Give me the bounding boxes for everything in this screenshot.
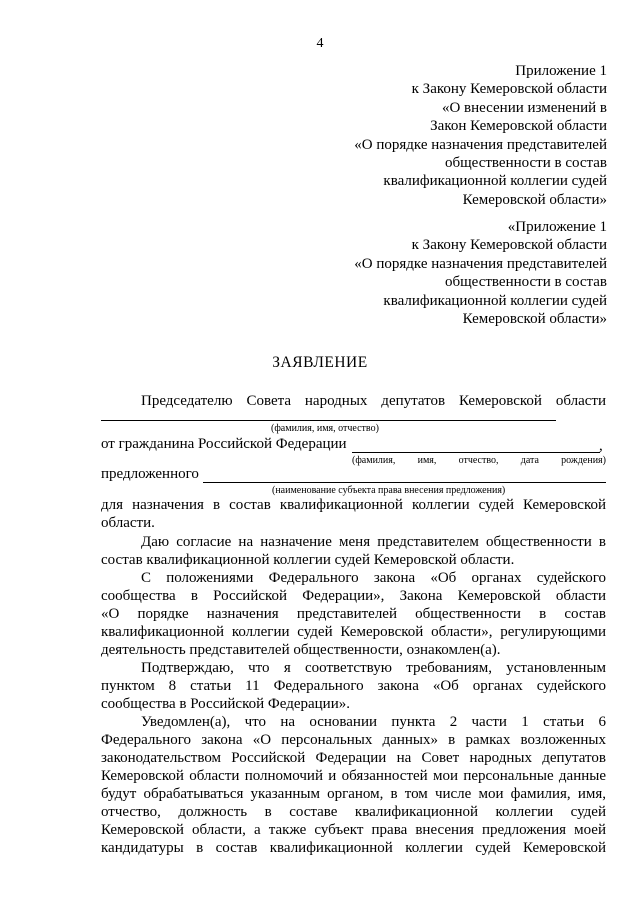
proposed-label: предложенного: [101, 466, 199, 482]
body-line: сообщества в Российской Федерации».: [101, 696, 350, 712]
body-line: Кемеровской области полномочий и обязанностей мои персональные данные: [101, 768, 606, 784]
body-line: «О порядке назначения представителей общественности в состав: [101, 606, 606, 622]
body-line: сообщества в Российской Федерации», Закона Кемеровской области: [101, 588, 606, 604]
caption-citizen-part: (фамилия,: [352, 455, 396, 466]
citizen-blank-line: [352, 452, 600, 453]
body-line: состав квалификационной коллегии судей Кемеровской области.: [101, 552, 515, 568]
body-line: будут обрабатываться указанным органом, в том числе мои фамилия, имя,: [101, 786, 606, 802]
body-line: для назначения в состав квалификационной коллегии судей Кемеровской: [101, 497, 606, 513]
body-line: законодательством Российской Федерации на Совет народных депутатов: [101, 750, 606, 766]
appendix-line: Приложение 1: [515, 63, 607, 79]
body-line: отчество, должность в составе квалификационной коллегии судей: [101, 804, 606, 820]
body-line: Федерального закона «О персональных данных» в рамках возложенных: [101, 732, 606, 748]
subject-blank-line: [203, 482, 606, 483]
body-line: Даю согласие на назначение меня представителем общественности в: [141, 534, 606, 550]
caption-fio: (фамилия, имя, отчество): [271, 423, 379, 434]
body-line: кандидатуры в состав квалификационной коллегии судей Кемеровской: [101, 840, 606, 856]
body-line: С положениями Федерального закона «Об органах судейского: [141, 570, 606, 586]
addressee-line: Председателю Совета народных депутатов Кемеровской области: [141, 393, 606, 409]
appendix-line: «Приложение 1: [507, 219, 607, 235]
appendix-line: к Закону Кемеровской области: [411, 81, 607, 98]
appendix-header-quoted: [354, 218, 607, 328]
appendix-line: Закон Кемеровской области: [430, 118, 607, 135]
appendix-line: квалификационной коллегии судей: [383, 173, 607, 190]
appendix-header: [354, 62, 607, 209]
fio-blank-line: [101, 420, 556, 421]
body-line: пунктом 8 статьи 11 Федерального закона «Об органах судейского: [101, 678, 606, 694]
appendix-line: к Закону Кемеровской области: [411, 237, 607, 254]
body-line: Кемеровской области, а также субъект права внесения предложения моей: [101, 822, 606, 838]
caption-subject: (наименование субъекта права внесения предложения): [272, 485, 506, 496]
body-line: Подтверждаю, что я соответствую требованиям, установленным: [141, 660, 606, 676]
body-line: квалификационной коллегии судей Кемеровской области», регулирующими: [101, 624, 606, 640]
document-title: ЗАЯВЛЕНИЕ: [272, 354, 368, 371]
appendix-line: «О порядке назначения представителей: [354, 136, 607, 153]
page-number: 4: [316, 36, 324, 51]
appendix-line: общественности в состав: [445, 274, 607, 291]
body-line: деятельность представителей общественности, ознакомлен(а).: [101, 642, 501, 658]
comma: ,: [599, 438, 603, 454]
caption-citizen-part: имя,: [417, 455, 437, 466]
appendix-line: Кемеровской области»: [462, 311, 607, 328]
caption-citizen-part: дата: [520, 455, 539, 466]
appendix-line: Кемеровской области»: [462, 191, 607, 208]
appendix-line: «О порядке назначения представителей: [354, 255, 607, 272]
body-line: Уведомлен(а), что на основании пункта 2 части 1 статьи 6: [141, 714, 606, 730]
from-citizen-label: от гражданина Российской Федерации: [101, 436, 347, 452]
caption-citizen: [352, 455, 606, 466]
caption-citizen-part: рождения): [561, 455, 606, 466]
appendix-line: общественности в состав: [445, 155, 607, 172]
caption-citizen-part: отчество,: [458, 455, 499, 466]
appendix-line: «О внесении изменений в: [441, 99, 607, 116]
body-line: области.: [101, 515, 155, 531]
appendix-line: квалификационной коллегии судей: [383, 292, 607, 309]
